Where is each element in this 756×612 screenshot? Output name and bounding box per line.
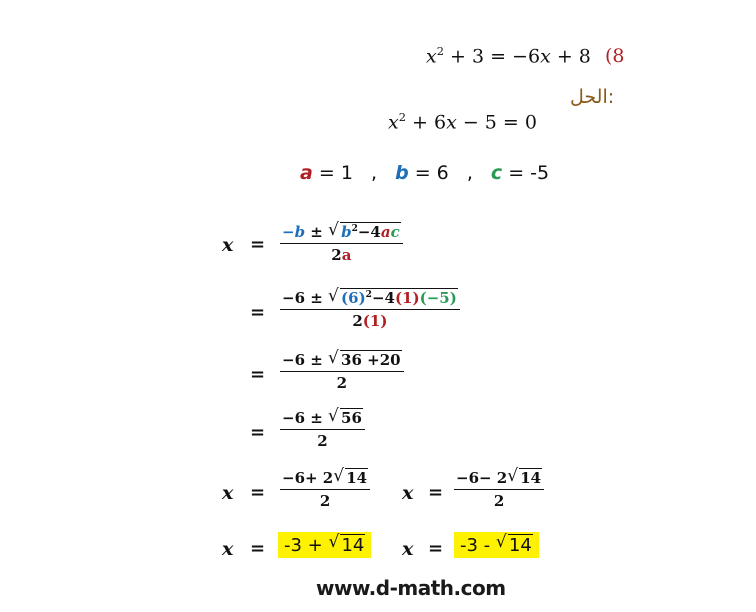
- step5b-eq: =: [428, 482, 444, 503]
- s5b-den: 2: [493, 492, 505, 510]
- problem-line: $x^2 + 3 = -6x + 8$ (8: [426, 44, 625, 68]
- coefficients-line: [300, 162, 549, 184]
- coef-b-label: b: [395, 162, 409, 184]
- s2-m4: −4: [371, 289, 395, 307]
- s1-a: a: [380, 223, 391, 241]
- step4-eq: =: [250, 422, 266, 443]
- step5a-x: x: [222, 482, 234, 504]
- s1-den-2: 2: [331, 246, 342, 264]
- s1-minus4: −4: [357, 223, 381, 241]
- answer-b-lead: -3 -: [460, 535, 496, 556]
- s5b-lead: −6− 2: [456, 469, 508, 487]
- answer-b-x: x: [402, 538, 414, 560]
- footer-watermark: www.d-math.com: [316, 576, 506, 600]
- s1-den-a: a: [341, 246, 352, 264]
- answer-a-eq: =: [250, 538, 266, 559]
- step5a-eq: =: [250, 482, 266, 503]
- s2-p6: (6): [341, 289, 366, 307]
- step3-eq: =: [250, 364, 266, 385]
- answer-a-lead: -3 +: [284, 535, 329, 556]
- s2-den-2: 2: [352, 312, 363, 330]
- answer-b-rad: 14: [508, 535, 532, 556]
- s2-sq: 2: [365, 290, 372, 300]
- step3-fraction: −6 ± √ 36 +20 2: [280, 350, 404, 392]
- s3-rad: 36 +20: [341, 351, 401, 369]
- s4-lead: −6 ±: [282, 409, 329, 427]
- step5b-x: x: [402, 482, 414, 504]
- step5b-fraction: −6− 2 √ 14 2: [454, 468, 544, 510]
- s1-b: b: [341, 223, 352, 241]
- coef-c-label: c: [490, 162, 503, 184]
- coef-a-value: = 1: [312, 162, 353, 184]
- step1-x: x: [222, 234, 234, 256]
- s3-den: 2: [336, 374, 347, 392]
- s3-lead: −6 ±: [282, 351, 329, 369]
- solution-label: الحل:: [570, 86, 615, 108]
- step2-fraction: −6 ± √ $(6)^2-4(1)(-5)$ 2(1): [280, 288, 460, 330]
- s2-lead: −6 ±: [282, 289, 329, 307]
- s5a-lead: −6+ 2: [282, 469, 334, 487]
- coef-b-value: = 6: [408, 162, 449, 184]
- sf-x: x: [388, 111, 399, 134]
- s5a-den: 2: [319, 492, 331, 510]
- s5a-rad: 14: [346, 469, 368, 487]
- step5a-fraction: −6+ 2 √ 14 2: [280, 468, 370, 510]
- answer-a: -3 + √ 14: [278, 532, 371, 558]
- sf-rest: + 6: [405, 111, 447, 134]
- s2-p5: (−5): [419, 289, 457, 307]
- problem-middle: + 3 = −6: [443, 45, 541, 68]
- s2-p1: (1): [394, 289, 420, 307]
- s4-rad: 56: [341, 409, 362, 427]
- s1-c: c: [390, 223, 400, 241]
- problem-tail: + 8: [550, 45, 591, 68]
- sf-x2: x: [446, 111, 457, 134]
- coef-sep-1: ,: [370, 162, 378, 184]
- s1-minus-b: −b: [282, 223, 306, 241]
- answer-b-eq: =: [428, 538, 444, 559]
- standard-form: $x^2 + 6x - 5 = 0$: [388, 110, 537, 134]
- coef-a-label: a: [300, 162, 313, 184]
- s2-den-1: (1): [362, 312, 388, 330]
- sf-tail: − 5 = 0: [456, 111, 537, 134]
- s1-pm: ±: [305, 223, 329, 241]
- problem-x: x: [426, 45, 437, 68]
- answer-a-rad: 14: [341, 535, 365, 556]
- coef-sep-2: ,: [466, 162, 473, 184]
- answer-b: -3 - √ 14: [454, 532, 539, 558]
- problem-x2: x: [540, 45, 551, 68]
- s1-sq: 2: [351, 224, 358, 234]
- step1-fraction: −b ± √ $b^2-4ac$ 2a: [280, 222, 403, 264]
- s5b-rad: 14: [520, 469, 542, 487]
- step4-fraction: −6 ± √ 56 2: [280, 408, 365, 450]
- step1-eq: =: [250, 234, 266, 255]
- problem-number: (8: [604, 45, 625, 68]
- s4-den: 2: [317, 432, 328, 450]
- coef-c-value: = -5: [502, 162, 550, 184]
- answer-a-x: x: [222, 538, 234, 560]
- step2-eq: =: [250, 302, 266, 323]
